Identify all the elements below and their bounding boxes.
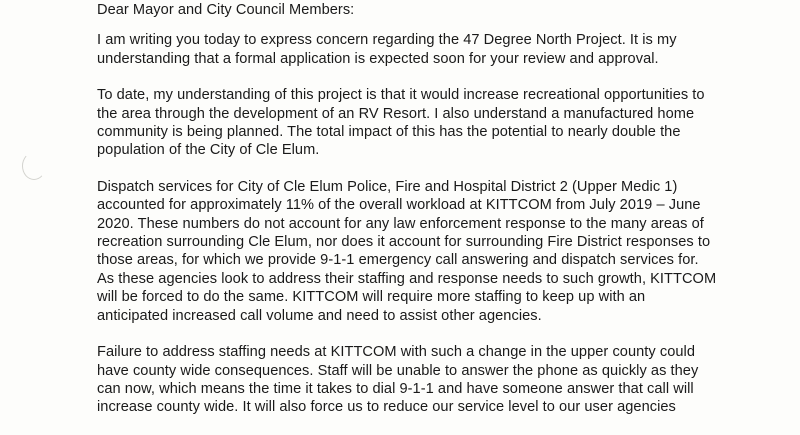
text-line: As these agencies look to address their staffing and response needs to such growth, KITTCOM xyxy=(97,270,717,287)
text-line: To date, my understanding of this project is that it would increase recreational opportunities to xyxy=(97,87,705,104)
paragraph-project-impact xyxy=(97,86,797,160)
text-line: the area through the development of an RV Resort. I also understand a manufactured home xyxy=(97,105,695,122)
paragraph-dispatch-services xyxy=(97,178,797,325)
text-line: can now, which means the time it takes to dial 9-1-1 and have someone answer that call will xyxy=(97,380,694,397)
text-line: 2020. These numbers do not account for any law enforcement response to the many areas of xyxy=(97,215,704,232)
text-line: anticipated increased call volume and need to assist other agencies. xyxy=(97,307,542,324)
punch-hole-mark xyxy=(22,152,46,180)
text-line: Failure to address staffing needs at KITTCOM with such a change in the upper county could xyxy=(97,344,695,361)
text-line: will be forced to do the same. KITTCOM will require more staffing to keep up with an xyxy=(97,289,646,306)
text-line: community is being planned. The total impact of this has the potential to nearly double the xyxy=(97,124,681,141)
paragraph-project-concern xyxy=(97,31,797,68)
salutation: Dear Mayor and City Council Members: xyxy=(97,2,355,18)
text-line: have county wide consequences. Staff will be unable to answer the phone as quickly as they xyxy=(97,362,699,379)
paragraph-staffing-consequences xyxy=(97,343,797,417)
letter-body xyxy=(97,1,797,435)
text-line: those areas, for which we provide 9-1-1 emergency call answering and dispatch services for. xyxy=(97,252,699,269)
text-line: Dispatch services for City of Cle Elum Police, Fire and Hospital District 2 (Upper Medic 1) xyxy=(97,178,678,195)
text-line: I am writing you today to express concern regarding the 47 Degree North Project. It is my xyxy=(97,32,677,49)
text-line: understanding that a formal application is expected soon for your review and approval. xyxy=(97,50,659,67)
text-line: recreation surrounding Cle Elum, nor does it account for surrounding Fire District responses to xyxy=(97,234,711,251)
text-line: increase county wide. It will also force us to reduce our service level to our user agencies xyxy=(97,399,676,416)
text-line: accounted for approximately 11% of the overall workload at KITTCOM from July 2019 – June xyxy=(97,197,701,214)
text-line: population of the City of Cle Elum. xyxy=(97,142,320,159)
